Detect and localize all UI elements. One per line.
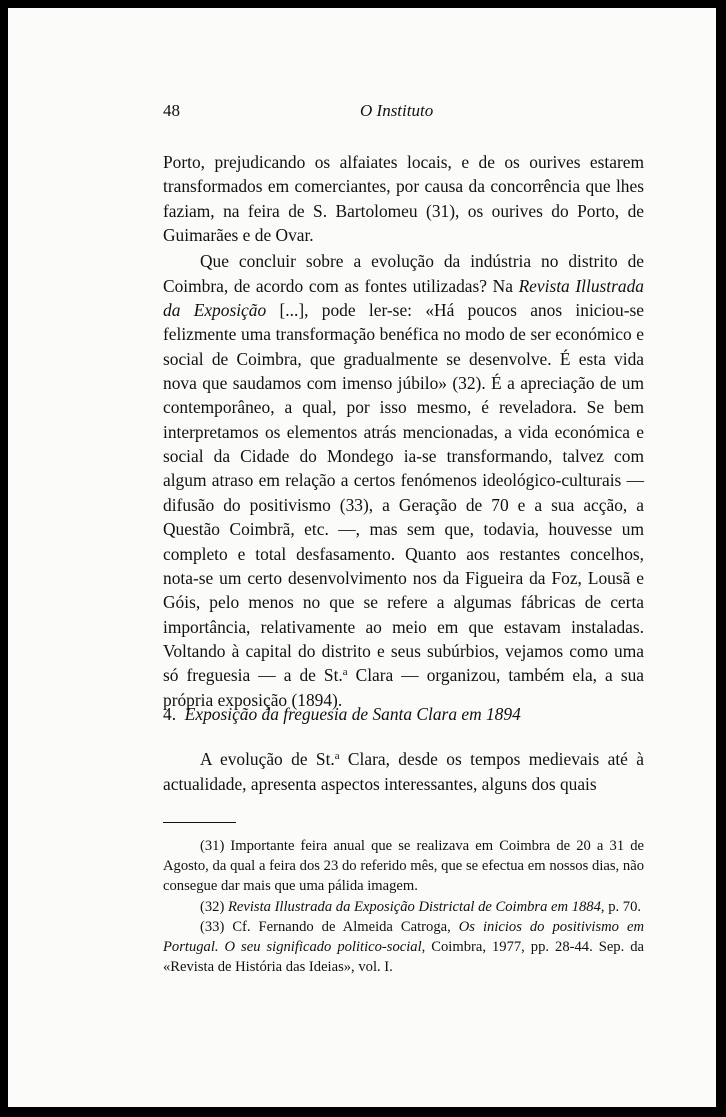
body-text	[163, 150, 644, 712]
footnote-32-suffix: , p. 70.	[600, 898, 642, 915]
document-page	[8, 8, 716, 1107]
section-superscript-a: a	[334, 750, 340, 763]
superscript-a: a	[342, 666, 348, 679]
paragraph-2-part-b: [...], pode ler-se: «Há poucos anos iniciou-se felizmente uma transformação benéfica no modo de ser económico e social de Coimbra, que gradualmente se desenvolve. É esta vida nova que saudamos com imenso júbilo» (32). É a apreciação de um contemporâneo, a qual, por isso mesmo, é reveladora. Se bem interpretamos os elementos atrás mencionadas, a vida económica e social da Cidade do Mondego ia-se transformando, talvez com algum atraso em relação a certos fenómenos ideológico-culturais — difusão do positivismo (33), a Geração de 70 e a sua acção, a Questão Coimbrã, etc. —, mas sem que, todavia, houvesse um completo e total desfasamento. Quanto aos restantes concelhos, nota-se um certo desenvolvimento nos da Figueira da Foz, Lousã e Góis, pelo menos no que se refere a algumas fábricas de certa importância, relativamente ao meio em que estavam instaladas. Voltando à capital do distrito e seus subúrbios, vejamos como uma só freguesia — a de St.	[163, 300, 644, 686]
footnote-31: (31) Importante feira anual que se realizava em Coimbra de 20 a 31 de Agosto, da qual a feira dos 23 do referido mês, que se efectua em nossos dias, não consegue dar mais que uma pálida imagem.	[163, 838, 644, 895]
footnote-32-title: Revista Illustrada da Exposição Districtal de Coimbra em 1884	[227, 898, 601, 915]
footnote-rule	[163, 822, 236, 823]
paragraph-2	[163, 249, 644, 712]
section-number: 4.	[163, 704, 177, 724]
footnote-33-prefix: (33) Cf. Fernando de Almeida Catroga,	[200, 918, 459, 935]
section-heading	[163, 702, 644, 726]
page-header	[8, 101, 716, 127]
paragraph-2-part-c: Clara — organizou, também ela, a sua própria exposição (1894).	[163, 665, 645, 710]
journal-title-italic: Revista Illustrada da Exposição	[163, 275, 644, 321]
paragraph-2-part-a: Que concluir sobre a evolução da indústria no distrito de Coimbra, de acordo com as fontes utilizadas? Na	[163, 251, 644, 296]
footnote-33-title: Os inicios do positivismo em Portugal. O seu significado politico-social	[163, 918, 644, 956]
page-number: 48	[163, 101, 180, 120]
footnote-32-prefix: (32)	[200, 898, 228, 915]
running-title: O Instituto	[360, 101, 434, 120]
section-title: Exposição da freguesia de Santa Clara em 1894	[184, 704, 521, 724]
footnote-33	[163, 917, 644, 978]
section-paragraph-1	[163, 747, 644, 796]
section-body	[163, 747, 644, 796]
section-paragraph-part-a: A evolução de St.	[200, 749, 335, 769]
footnote-32	[163, 897, 644, 917]
footnotes	[163, 836, 644, 977]
paragraph-1: Porto, prejudicando os alfaiates locais, e de os ourives estarem transformados em comerciantes, por causa da concorrência que lhes faziam, na feira de S. Bartolomeu (31), os ourives do Porto, de Guimarães e de Ovar.	[163, 152, 644, 246]
footnote-33-suffix: , Coimbra, 1977, pp. 28-44. Sep. da «Revista de História das Ideias», vol. I.	[163, 939, 644, 976]
section-paragraph-part-b: Clara, desde os tempos medievais até à actualidade, apresenta aspectos interessantes, alguns dos quais	[163, 749, 644, 794]
